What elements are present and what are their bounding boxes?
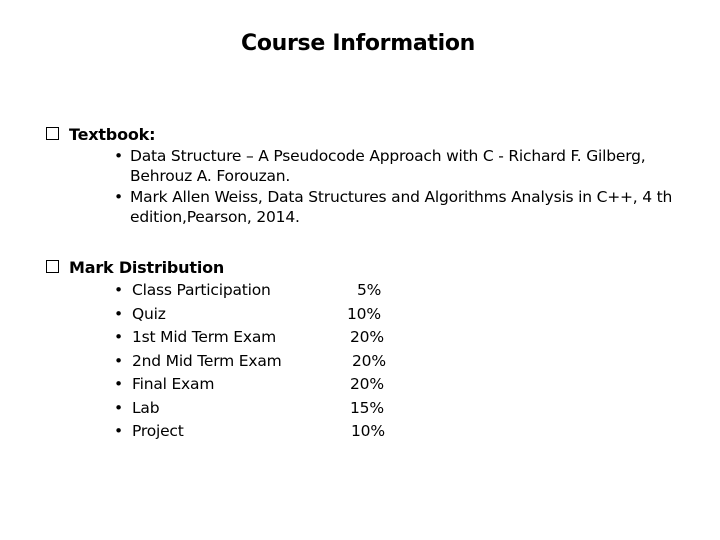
mark-label: Project [132,422,184,440]
textbook-list [46,146,690,227]
mark-item [46,397,384,421]
mark-value: 20% [350,328,384,346]
mark-value: 20% [350,375,384,393]
square-bullet-icon [46,260,59,273]
bullet-dot-icon: • [114,304,123,323]
mark-value: 10% [351,422,385,440]
mark-item [46,373,384,397]
bullet-dot-icon: • [114,422,123,440]
marks-heading-row [46,256,224,279]
mark-item [46,350,386,374]
marks-heading: Mark Distribution [69,258,225,277]
textbook-item [46,146,690,186]
marks-list [46,279,386,444]
mark-item [46,279,382,303]
mark-value: 5% [357,281,382,299]
textbook-item-text: Data Structure – A Pseudocode Approach with C - Richard F. Gilberg, Behrouz A. Forouzan. [130,147,646,185]
mark-label: Class Participation [132,281,271,299]
mark-item [46,326,384,350]
mark-label: 2nd Mid Term Exam [132,351,282,370]
mark-value: 20% [352,351,386,370]
textbook-item [46,187,690,227]
bullet-dot-icon: • [114,188,123,206]
mark-value: 15% [350,398,384,417]
bullet-dot-icon: • [114,281,123,299]
mark-item [46,420,385,444]
textbook-section [46,123,690,227]
textbook-heading-row [46,123,690,146]
mark-value: 10% [347,304,381,323]
bullet-dot-icon: • [114,147,123,165]
textbook-item-text: Mark Allen Weiss, Data Structures and Algorithms Analysis in C++, 4 th edition,Pearson, 2014. [130,188,673,226]
bullet-dot-icon: • [114,351,123,370]
bullet-dot-icon: • [114,375,123,393]
mark-label: 1st Mid Term Exam [132,328,277,346]
square-bullet-icon [46,127,59,140]
textbook-heading: Textbook: [69,125,156,144]
slide-title: Course Information [240,31,476,56]
mark-label: Lab [132,398,160,417]
mark-item [46,303,381,327]
mark-distribution-section [46,256,386,444]
bullet-dot-icon: • [114,328,123,346]
mark-label: Quiz [132,304,166,323]
mark-label: Final Exam [132,375,215,393]
bullet-dot-icon: • [114,398,123,417]
